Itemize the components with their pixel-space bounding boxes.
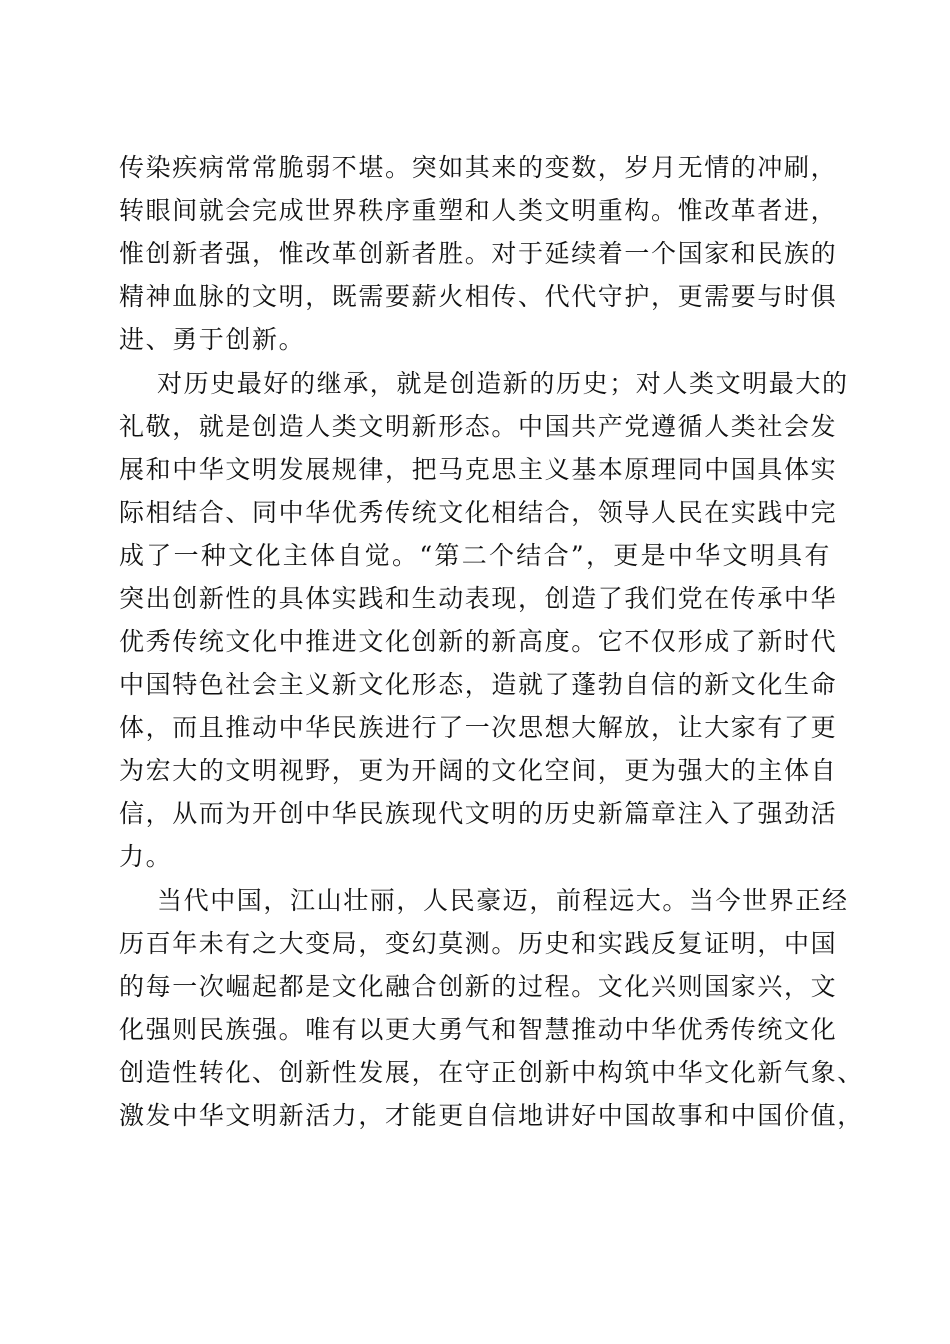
text-line: 化强则民族强。唯有以更大勇气和智慧推动中华优秀传统文化	[119, 1015, 838, 1044]
paragraph-first-line: 对历史最好的继承，就是创造新的历史；对人类文明最大的	[157, 369, 849, 398]
text-line: 信，从而为开创中华民族现代文明的历史新篇章注入了强劲活	[119, 799, 838, 828]
text-line: 中国特色社会主义新文化形态，造就了蓬勃自信的新文化生命	[119, 670, 838, 699]
text-line: 传染疾病常常脆弱不堪。突如其来的变数，岁月无情的冲刷，	[119, 153, 838, 182]
text-line: 优秀传统文化中推进文化创新的新高度。它不仅形成了新时代	[119, 627, 838, 656]
text-line: 展和中华文明发展规律，把马克思主义基本原理同中国具体实	[119, 455, 838, 484]
text-line: 礼敬，就是创造人类文明新形态。中国共产党遵循人类社会发	[119, 412, 838, 441]
text-line: 成了一种文化主体自觉。“第二个结合”，更是中华文明具有	[119, 541, 831, 570]
text-line: 际相结合、同中华优秀传统文化相结合，领导人民在实践中完	[119, 498, 838, 527]
text-line: 历百年未有之大变局，变幻莫测。历史和实践反复证明，中国	[119, 929, 838, 958]
paragraph-first-line: 当代中国，江山壮丽，人民豪迈，前程远大。当今世界正经	[157, 886, 849, 915]
text-line: 激发中华文明新活力，才能更自信地讲好中国故事和中国价值，	[119, 1101, 864, 1130]
text-line: 突出创新性的具体实践和生动表现，创造了我们党在传承中华	[119, 584, 838, 613]
text-line: 进、勇于创新。	[119, 325, 306, 354]
text-line: 创造性转化、创新性发展，在守正创新中构筑中华文化新气象、	[119, 1058, 864, 1087]
text-line: 力。	[119, 842, 173, 871]
text-line: 转眼间就会完成世界秩序重塑和人类文明重构。惟改革者进，	[119, 196, 838, 225]
text-line: 的每一次崛起都是文化融合创新的过程。文化兴则国家兴，文	[119, 972, 838, 1001]
text-line: 惟创新者强，惟改革创新者胜。对于延续着一个国家和民族的	[119, 239, 838, 268]
text-line: 体，而且推动中华民族进行了一次思想大解放，让大家有了更	[119, 713, 838, 742]
text-line: 为宏大的文明视野，更为开阔的文化空间，更为强大的主体自	[119, 756, 838, 785]
text-line: 精神血脉的文明，既需要薪火相传、代代守护，更需要与时俱	[119, 282, 838, 311]
